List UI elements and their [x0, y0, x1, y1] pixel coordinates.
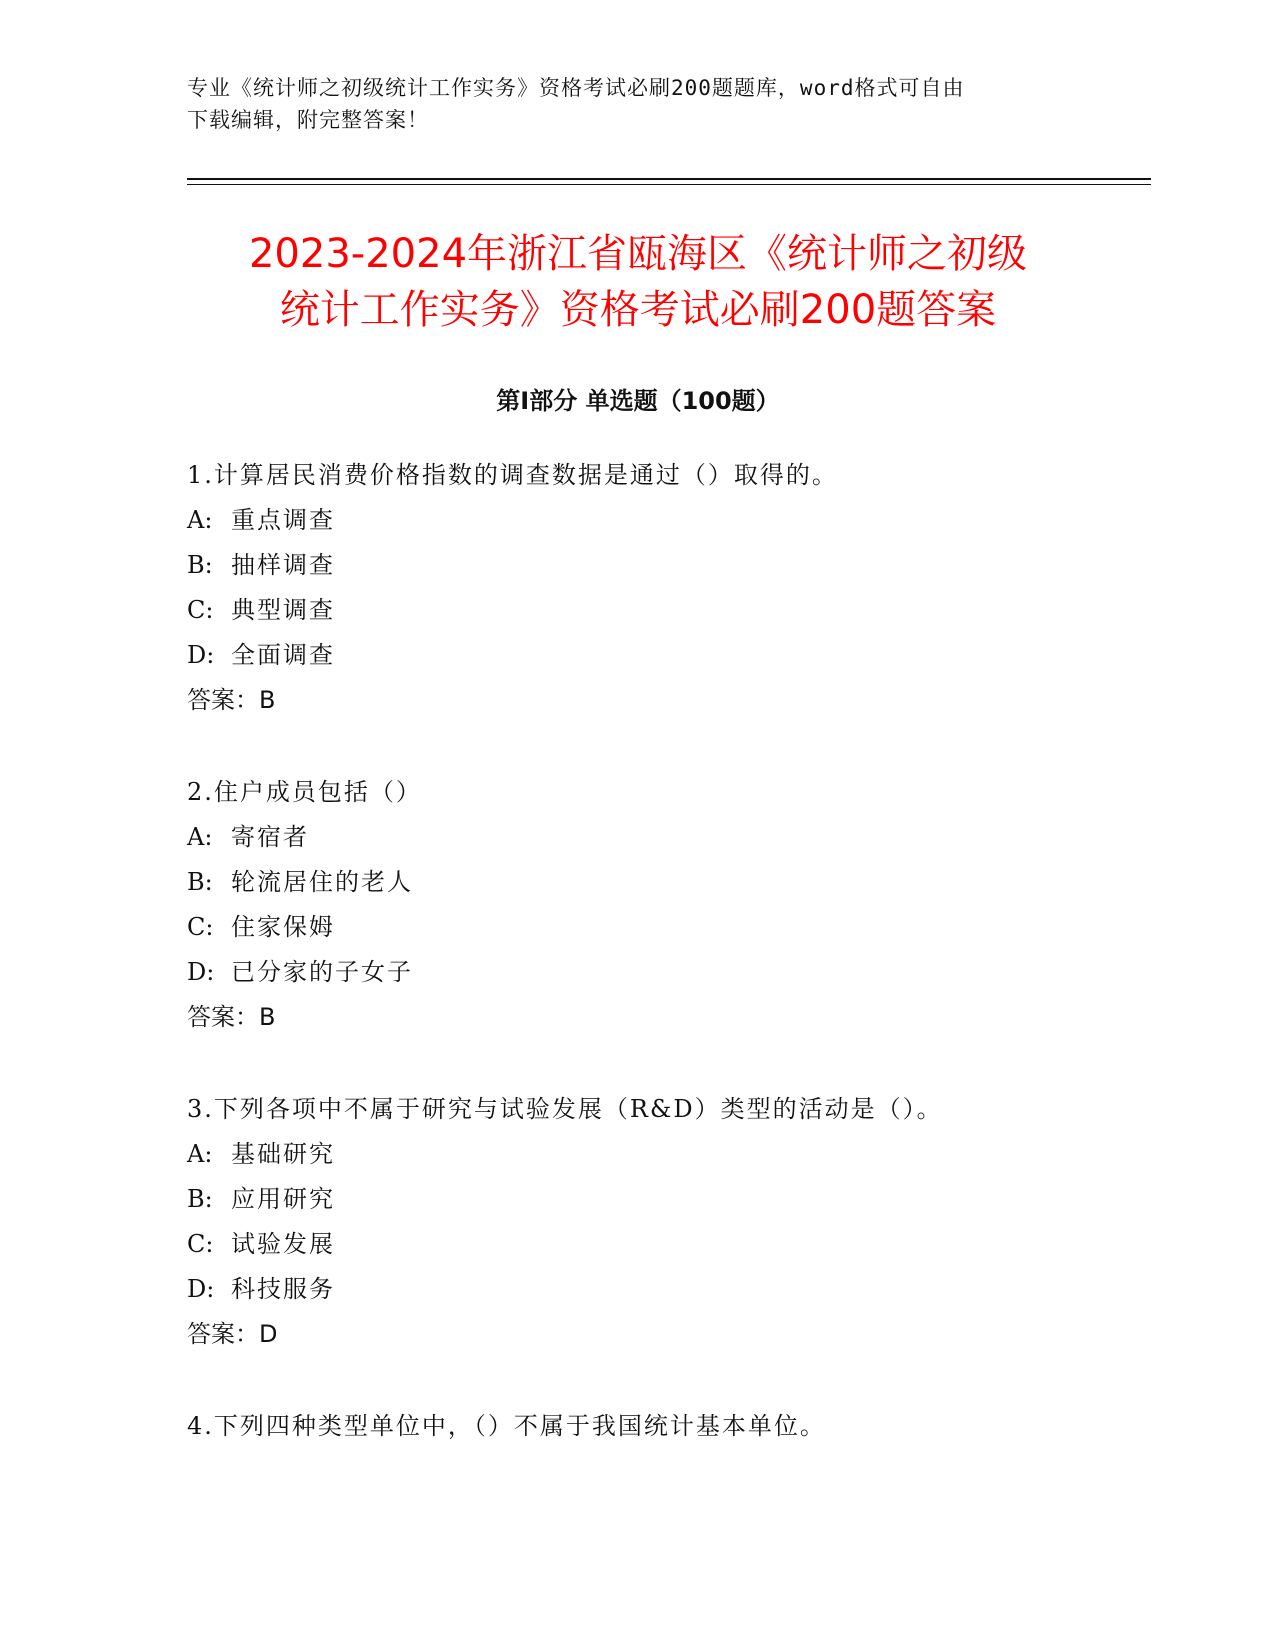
option-b — [187, 543, 1137, 588]
option-text: 住家保姆 — [231, 913, 335, 941]
option-c — [187, 588, 1137, 633]
option-key: B: — [187, 1185, 213, 1213]
section-title: 第Ⅰ部分 单选题（100题） — [496, 387, 780, 415]
option-d — [187, 1267, 1137, 1312]
option-text: 试验发展 — [231, 1230, 335, 1258]
question-text: 1.计算居民消费价格指数的调查数据是通过（）取得的。 — [187, 461, 838, 489]
question-2 — [187, 770, 1137, 1040]
question-text: 3.下列各项中不属于研究与试验发展（R&D）类型的活动是（）。 — [187, 1095, 943, 1123]
document-title-line-1: 2023-2024年浙江省瓯海区《统计师之初级 — [248, 231, 1028, 277]
header-note — [187, 72, 1087, 136]
option-b — [187, 860, 1137, 905]
option-text: 应用研究 — [231, 1185, 335, 1213]
answer-line: 答案：B — [187, 1003, 276, 1031]
option-text: 典型调查 — [231, 596, 335, 624]
option-key: D: — [187, 958, 215, 986]
option-key: A: — [187, 823, 213, 851]
option-a — [187, 498, 1137, 543]
question-4 — [187, 1404, 1137, 1449]
option-text: 全面调查 — [231, 641, 335, 669]
answer-line: 答案：B — [187, 686, 276, 714]
header-divider-thin — [187, 184, 1151, 185]
option-key: D: — [187, 1275, 215, 1303]
option-d — [187, 633, 1137, 678]
answer-line: 答案：D — [187, 1320, 278, 1348]
option-key: A: — [187, 506, 213, 534]
option-text: 寄宿者 — [231, 823, 309, 851]
header-note-line-2: 下载编辑，附完整答案！ — [187, 108, 429, 132]
document-title — [187, 226, 1089, 338]
question-text: 4.下列四种类型单位中，（）不属于我国统计基本单位。 — [187, 1412, 826, 1440]
option-text: 轮流居住的老人 — [231, 868, 413, 896]
option-text: 已分家的子女子 — [231, 958, 413, 986]
option-d — [187, 950, 1137, 995]
option-key: B: — [187, 551, 213, 579]
option-c — [187, 1222, 1137, 1267]
option-key: A: — [187, 1140, 213, 1168]
option-key: C: — [187, 596, 214, 624]
option-text: 抽样调查 — [231, 551, 335, 579]
document-title-line-2: 统计工作实务》资格考试必刷200题答案 — [279, 287, 997, 333]
option-text: 科技服务 — [231, 1275, 335, 1303]
option-b — [187, 1177, 1137, 1222]
option-c — [187, 905, 1137, 950]
option-key: B: — [187, 868, 213, 896]
option-a — [187, 815, 1137, 860]
option-key: D: — [187, 641, 215, 669]
question-3 — [187, 1087, 1137, 1357]
header-divider-thick — [187, 178, 1151, 180]
option-a — [187, 1132, 1137, 1177]
option-key: C: — [187, 913, 214, 941]
option-key: C: — [187, 1230, 214, 1258]
option-text: 重点调查 — [231, 506, 335, 534]
question-1 — [187, 453, 1137, 723]
option-text: 基础研究 — [231, 1140, 335, 1168]
question-text: 2.住户成员包括（） — [187, 778, 422, 806]
header-note-line-1: 专业《统计师之初级统计工作实务》资格考试必刷200题题库，word格式可自由 — [187, 76, 965, 100]
